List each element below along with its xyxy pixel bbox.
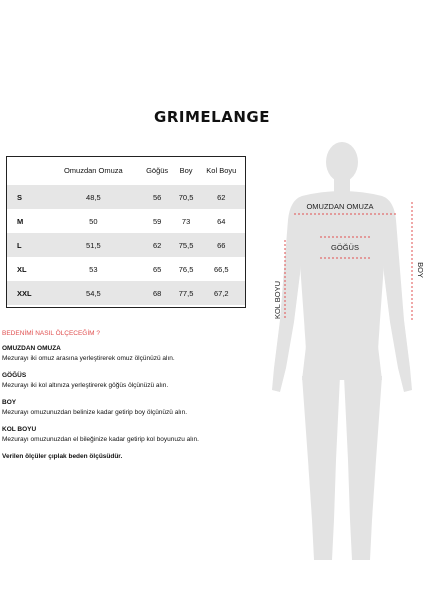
table-cell: 56 [140,185,175,209]
guide-label-shoulder: OMUZDAN OMUZA [2,345,61,352]
body-silhouette-icon [250,140,430,580]
measurement-guide [2,330,242,460]
table-cell: 75,5 [175,233,198,257]
table-cell: 66 [198,233,245,257]
table-cell: 50 [89,216,98,226]
table-row [7,257,245,281]
brand-title: GRIMELANGE [154,108,270,126]
guide-desc-shoulder: Mezurayı iki omuz arasına yerleştirerek omuz ölçünüzü alın. [2,355,175,362]
table-cell: 51,5 [47,233,140,257]
table-cell: 77,5 [175,281,198,305]
header-length: Boy [179,166,193,175]
sleeve-label: KOL BOYU [273,280,282,320]
guide-desc-chest: Mezurayı iki kol altınıza yerleştirerek göğüs ölçünüzü alın. [2,382,169,389]
table-row [7,281,245,305]
chest-label: GÖĞÜS [331,243,359,252]
table-cell: 67,2 [198,281,245,305]
guide-label-length: BOY [2,399,17,406]
table-row [7,209,245,233]
table-cell: 70,5 [175,185,198,209]
table-cell: 73 [181,216,191,226]
guide-note: Verilen ölçüler çıplak beden ölçüsüdür. [2,453,123,460]
table-cell: 68 [140,281,175,305]
table-cell: 64 [217,216,226,226]
guide-label-sleeve: KOL BOYU [2,426,37,433]
header-size [7,157,47,185]
shoulder-label: OMUZDAN OMUZA [306,202,374,211]
table-cell: 76,5 [178,264,194,274]
size-label: XXL [7,281,47,305]
table-cell: 62 [140,233,175,257]
header-chest: Göğüs [146,166,169,175]
size-chart-table [6,156,246,308]
guide-desc-length: Mezurayı omuzunuzdan belinize kadar getirip boy ölçünüzü alın. [2,409,187,416]
table-cell: 66,5 [213,264,229,274]
table-cell: 54,5 [47,281,140,305]
table-cell: 53 [89,264,98,274]
table-cell: 48,5 [47,185,140,209]
table-cell: 65 [152,264,162,274]
table-header-row [7,157,245,185]
size-label: XL [17,264,27,274]
guide-desc-sleeve: Mezurayı omuzunuzdan el bileğinize kadar getirip kol boyunuzu alın. [2,436,199,443]
table-row [7,185,245,209]
guide-label-chest: GÖĞÜS [2,372,27,379]
guide-question: BEDENİMİ NASIL ÖLÇECEĞİM ? [2,330,101,337]
length-label: BOY [416,262,425,278]
size-label: S [7,185,47,209]
size-label: L [7,233,47,257]
table-row [7,233,245,257]
body-figure [250,140,430,580]
table-cell: 59 [152,216,162,226]
header-shoulder: Omuzdan Omuza [63,166,123,175]
header-sleeve: Kol Boyu [206,166,237,175]
table-cell: 62 [198,185,245,209]
size-label: M [17,216,24,226]
